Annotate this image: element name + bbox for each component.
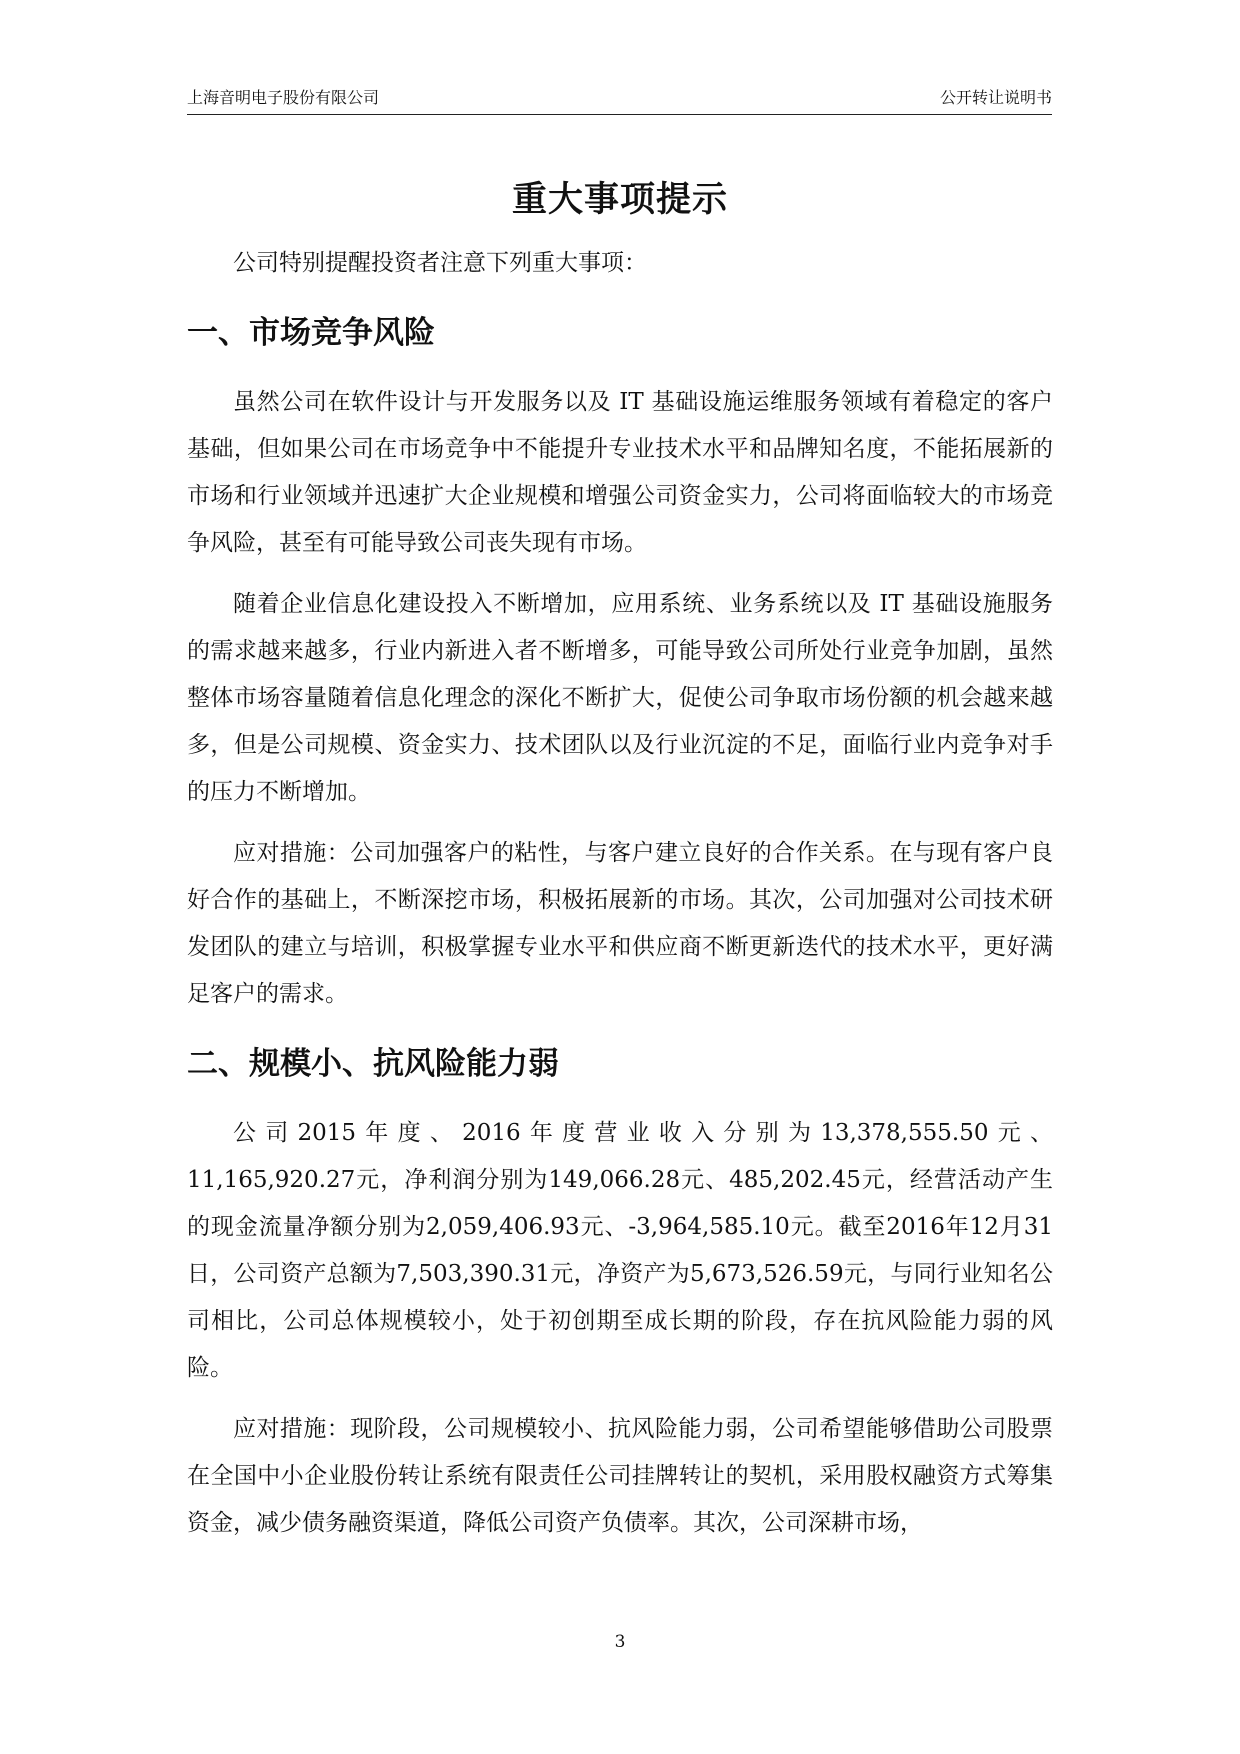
header-document-type: 公开转让说明书 [939,88,1052,107]
page-body [187,170,1053,1561]
page-title: 重大事项提示 [511,180,728,220]
section-heading-market-competition: 一、市场竞争风险 [187,315,435,351]
section-2-paragraph: 应对措施：现阶段，公司规模较小、抗风险能力弱，公司希望能够借助公司股票在全国中小企业股份转让系统有限责任公司挂牌转让的契机，采用股权融资方式筹集资金，减少债务融资渠道，降低公司资产负债率。其次，公司深耕市场， [187,1416,1053,1536]
section-1-paragraph: 随着企业信息化建设投入不断增加，应用系统、业务系统以及 IT 基础设施服务的需求越来越多，行业内新进入者不断增多，可能导致公司所处行业竞争加剧，虽然整体市场容量随着信息化理念的深化不断扩大，促使公司争取市场份额的机会越来越多，但是公司规模、资金实力、技术团队以及行业沉淀的不足，面临行业内竞争对手的压力不断增加。 [187,591,1053,805]
section-heading-small-scale: 二、规模小、抗风险能力弱 [187,1046,559,1082]
header-company-name: 上海音明电子股份有限公司 [187,88,380,107]
section-2-paragraph: 公司2015年度、2016年度营业收入分别为13,378,555.50元、11,165,920.27元，净利润分别为149,066.28元、485,202.45元，经营活动产生的现金流量净额分别为2,059,406.93元、-3,964,585.10元。截至2016年12月31日，公司资产总额为7,503,390.31元，净资产为5,673,526.59元，与同行业知名公司相比，公司总体规模较小，处于初创期至成长期的阶段，存在抗风险能力弱的风险。 [187,1120,1053,1381]
page-header [187,86,1052,115]
section-1-paragraph: 应对措施：公司加强客户的粘性，与客户建立良好的合作关系。在与现有客户良好合作的基础上，不断深挖市场，积极拓展新的市场。其次，公司加强对公司技术研发团队的建立与培训，积极掌握专业水平和供应商不断更新迭代的技术水平，更好满足客户的需求。 [187,840,1053,1007]
page-number: 3 [614,1632,626,1652]
intro-paragraph: 公司特别提醒投资者注意下列重大事项： [233,250,647,276]
section-1-paragraph: 虽然公司在软件设计与开发服务以及 IT 基础设施运维服务领域有着稳定的客户基础，但如果公司在市场竞争中不能提升专业技术水平和品牌知名度，不能拓展新的市场和行业领域并迅速扩大企业规模和增强公司资金实力，公司将面临较大的市场竞争风险，甚至有可能导致公司丧失现有市场。 [187,389,1053,556]
